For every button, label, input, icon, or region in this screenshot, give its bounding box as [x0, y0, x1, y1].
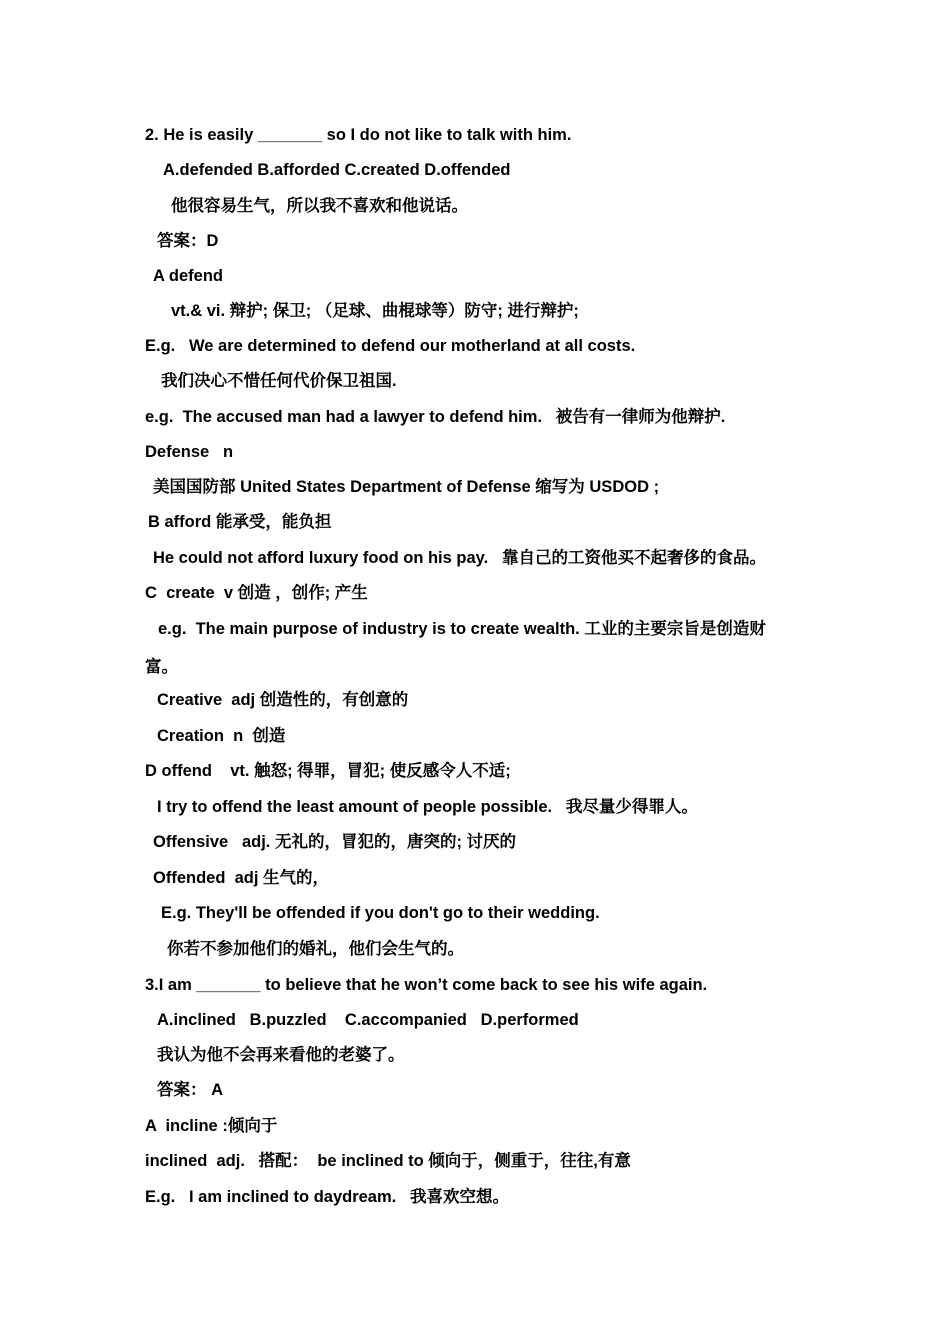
question-3-answer: 答案： A: [157, 1081, 223, 1099]
option-c-heading: C create v 创造 ，创作; 产生: [145, 584, 368, 602]
create-example: e.g. The main purpose of industry is to create wealth. 工业的主要宗旨是创造财: [158, 620, 766, 638]
offend-example: I try to offend the least amount of people possible. 我尽量少得罪人。: [157, 798, 698, 816]
offended-example: E.g. They'll be offended if you don't go to their wedding.: [161, 904, 600, 922]
create-example-continued: 富。: [145, 658, 178, 676]
offended-entry: Offended adj 生气的，: [153, 869, 330, 887]
defend-example-1-translation: 我们决心不惜任何代价保卫祖国.: [161, 372, 397, 390]
inclined-entry: inclined adj. 搭配： be inclined to 倾向于，侧重于，往往,有意: [145, 1152, 631, 1170]
defense-heading: Defense n: [145, 443, 234, 461]
defense-example: 美国国防部 United States Department of Defense 缩写为 USDOD ;: [153, 478, 660, 496]
question-2-stem: 2. He is easily _______ so I do not like to talk with him.: [145, 126, 572, 144]
question-2-translation: 他很容易生气，所以我不喜欢和他说话。: [171, 197, 468, 215]
question-2-options: A.defended B.afforded C.created D.offended: [163, 161, 511, 179]
afford-example: He could not afford luxury food on his pay. 靠自己的工资他买不起奢侈的食品。: [153, 549, 766, 567]
creative-entry: Creative adj 创造性的，有创意的: [157, 691, 409, 709]
question-3-stem: 3.I am _______ to believe that he won’t come back to see his wife again.: [145, 976, 708, 994]
defend-example-2: e.g. The accused man had a lawyer to defend him. 被告有一律师为他辩护.: [145, 408, 726, 426]
option-b-heading: B afford 能承受，能负担: [148, 513, 332, 531]
defend-definition: vt.& vi. 辩护; 保卫; （足球、曲棍球等）防守; 进行辩护;: [171, 302, 579, 320]
question-3-options: A.inclined B.puzzled C.accompanied D.performed: [157, 1011, 579, 1029]
offended-example-translation: 你若不参加他们的婚礼，他们会生气的。: [167, 940, 464, 958]
option-a-heading: A defend: [153, 267, 223, 285]
question-3-translation: 我认为他不会再来看他的老婆了。: [157, 1046, 405, 1064]
creation-entry: Creation n 创造: [157, 727, 286, 745]
option-d-heading: D offend vt. 触怒; 得罪，冒犯; 使反感令人不适;: [145, 762, 511, 780]
defend-example-1: E.g. We are determined to defend our motherland at all costs.: [145, 337, 636, 355]
inclined-example: E.g. I am inclined to daydream. 我喜欢空想。: [145, 1188, 509, 1206]
incline-heading: A incline :倾向于: [145, 1117, 278, 1135]
question-2-answer: 答案：D: [157, 232, 219, 250]
offensive-entry: Offensive adj. 无礼的，冒犯的，唐突的; 讨厌的: [153, 833, 517, 851]
